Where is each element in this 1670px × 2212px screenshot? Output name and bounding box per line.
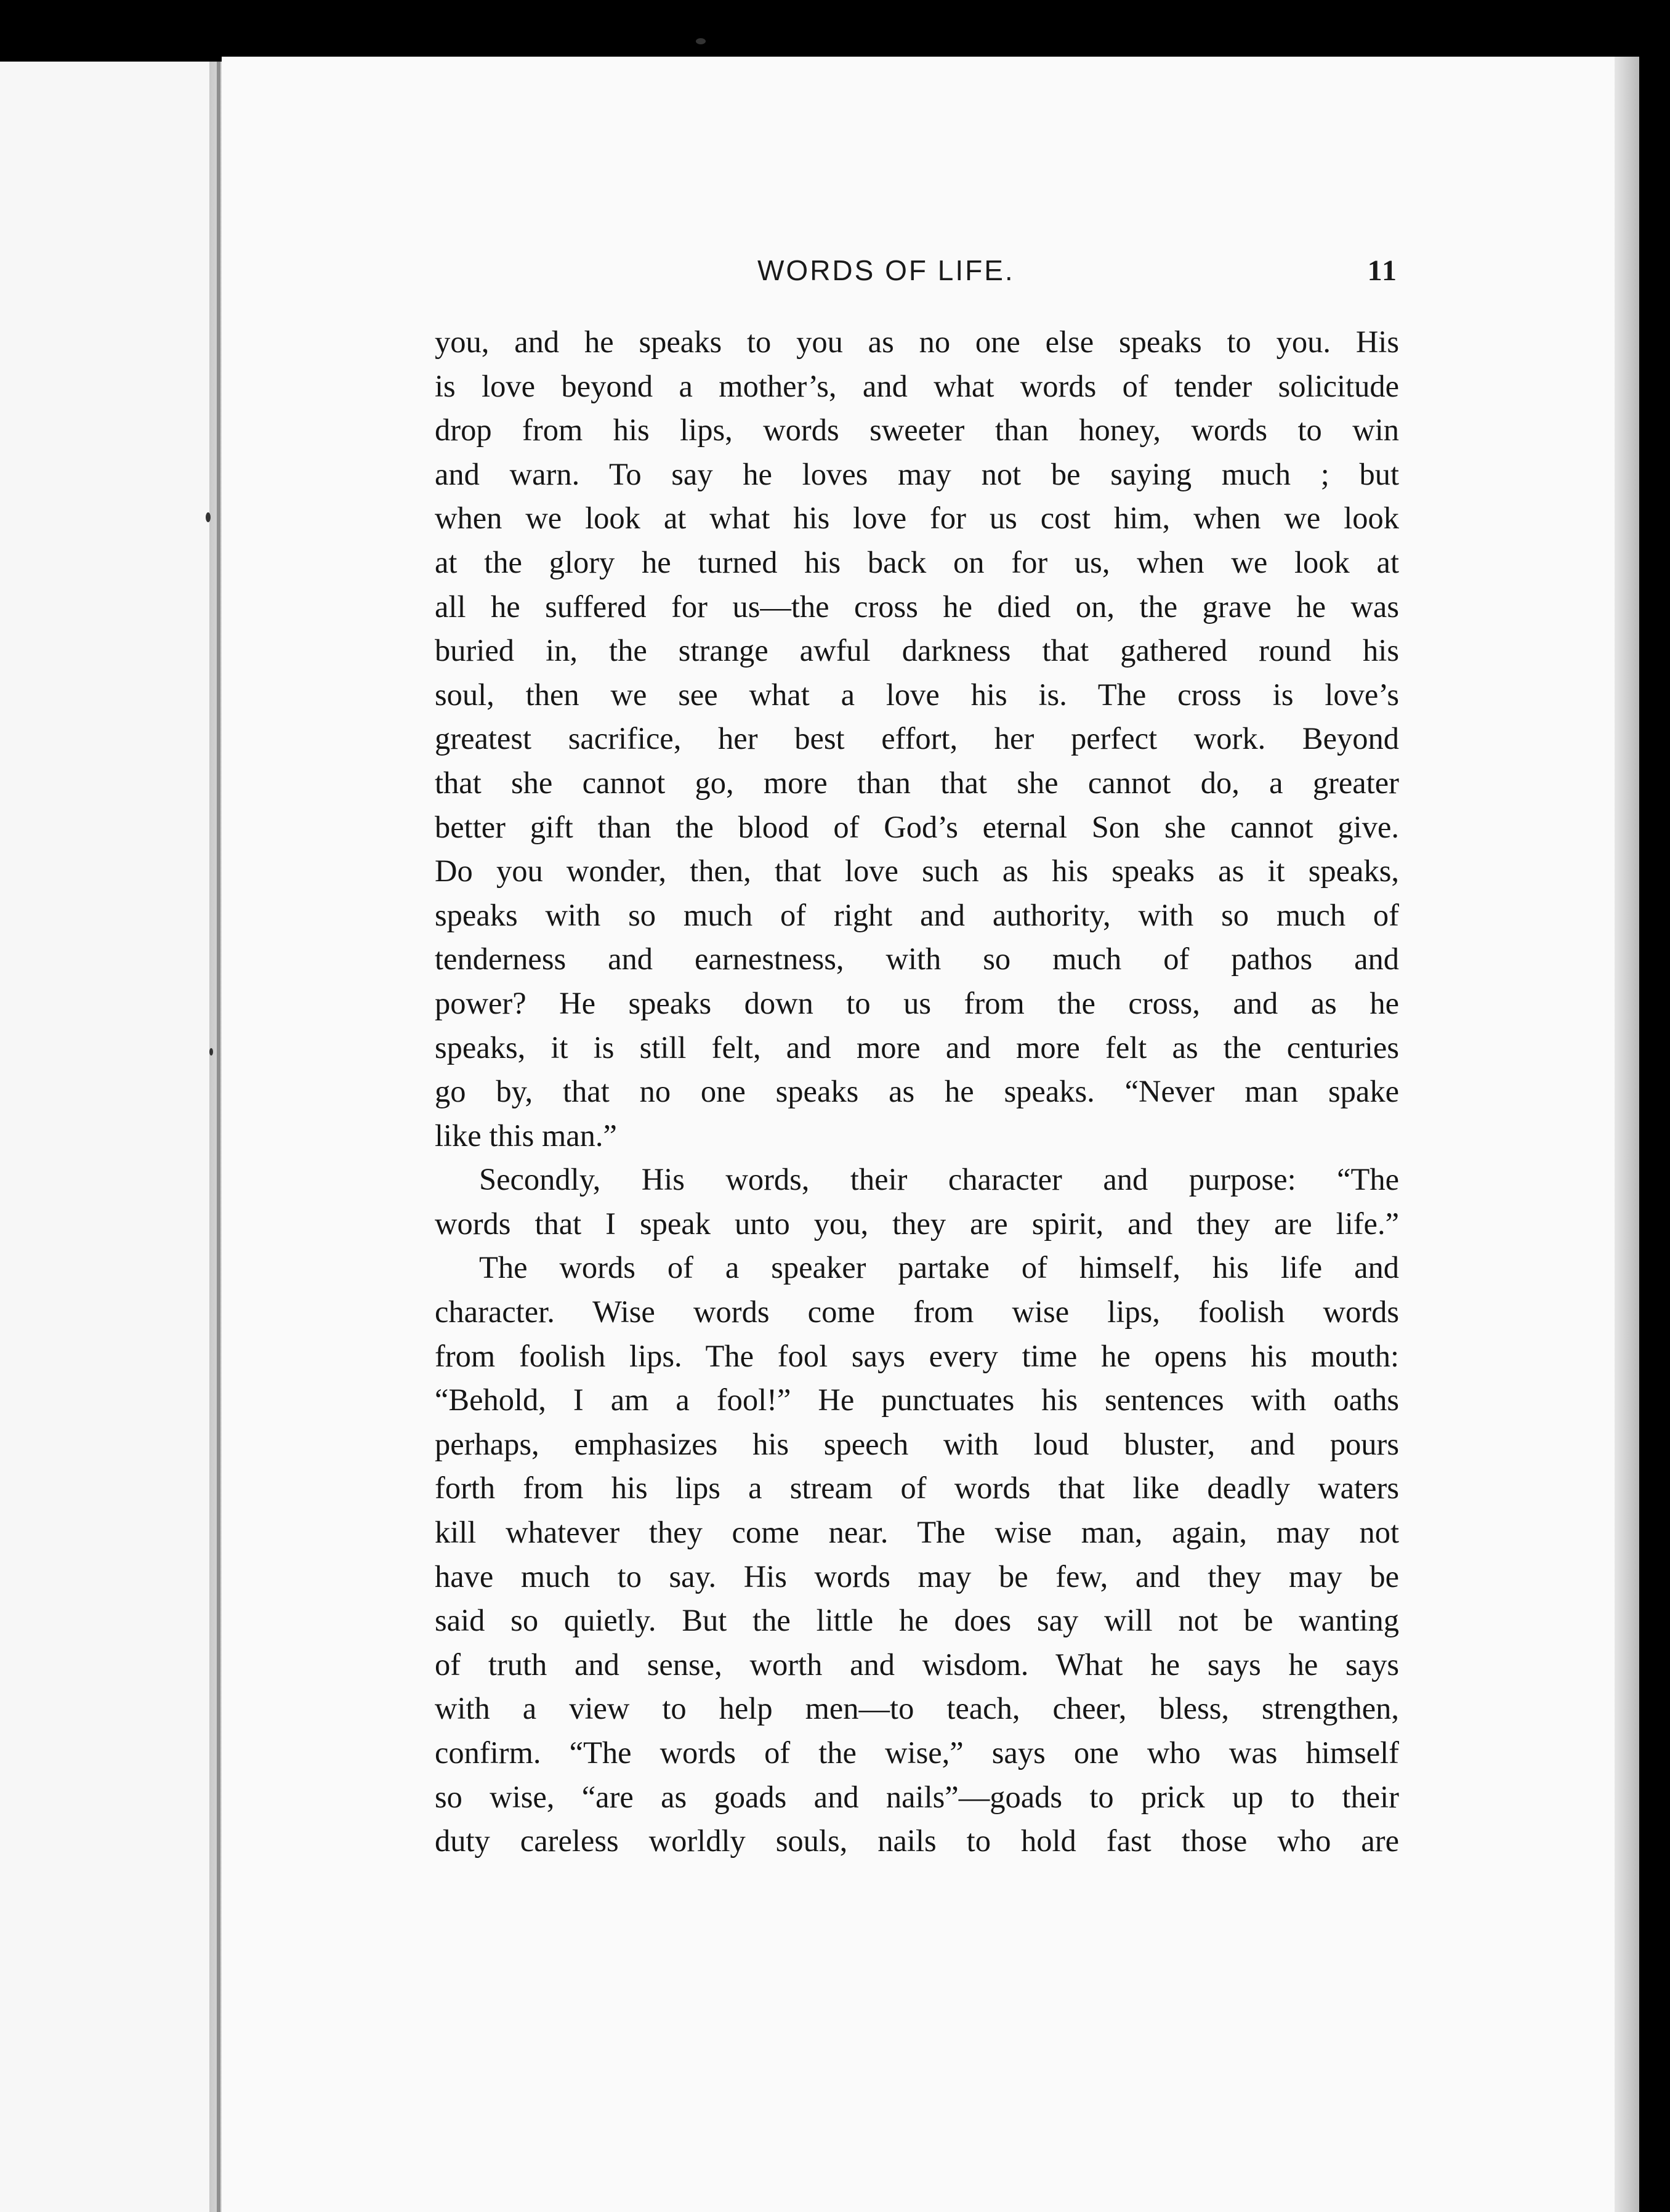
- page-number: 11: [1367, 254, 1398, 287]
- text-line: is love beyond a mother’s, and what words of tender solicitude: [435, 368, 1399, 403]
- text-line: have much to say. His words may be few, and they may be: [435, 1559, 1399, 1594]
- text-line: buried in, the strange awful darkness that gathered round his: [435, 633, 1399, 668]
- text-line: words that I speak unto you, they are spirit, and they are life.”: [435, 1206, 1399, 1241]
- text-line: go by, that no one speaks as he speaks. “Never man spake: [435, 1074, 1399, 1109]
- body-text: [435, 320, 1399, 1863]
- text-line: drop from his lips, words sweeter than honey, words to win: [435, 413, 1399, 448]
- text-line: from foolish lips. The fool says every time he opens his mouth:: [435, 1338, 1399, 1373]
- text-line: character. Wise words come from wise lips, foolish words: [435, 1294, 1399, 1330]
- text-line: with a view to help men—to teach, cheer, bless, strengthen,: [435, 1691, 1399, 1726]
- text-line: said so quietly. But the little he does say will not be wanting: [435, 1603, 1399, 1638]
- scan-speck: [206, 512, 211, 522]
- text-line: at the glory he turned his back on for us, when we look at: [435, 544, 1399, 579]
- text-line: tenderness and earnestness, with so much of pathos and: [435, 942, 1399, 977]
- text-line: Do you wonder, then, that love such as his speaks as it speaks,: [435, 854, 1399, 889]
- text-line: and warn. To say he loves may not be saying much ; but: [435, 456, 1399, 491]
- text-line: power? He speaks down to us from the cross, and as he: [435, 985, 1399, 1020]
- text-line: confirm. “The words of the wise,” says one who was himself: [435, 1735, 1399, 1770]
- scan-speck: [696, 38, 706, 44]
- text-line: “Behold, I am a fool!” He punctuates his sentences with oaths: [435, 1383, 1399, 1418]
- text-line: perhaps, emphasizes his speech with loud bluster, and pours: [435, 1426, 1399, 1461]
- scan-speck: [209, 1048, 213, 1056]
- running-title: WORDS OF LIFE.: [757, 254, 1015, 286]
- text-line: better gift than the blood of God’s eternal Son she cannot give.: [435, 809, 1399, 844]
- text-line: The words of a speaker partake of himself, his life and: [479, 1250, 1399, 1285]
- text-line: forth from his lips a stream of words that like deadly waters: [435, 1471, 1399, 1506]
- text-line: Secondly, His words, their character and purpose: “The: [479, 1162, 1399, 1197]
- text-line: duty careless worldly souls, nails to hold fast those who are: [435, 1823, 1399, 1859]
- text-line: that she cannot go, more than that she cannot do, a greater: [435, 765, 1399, 800]
- text-line: like this man.”: [435, 1118, 617, 1153]
- text-line: soul, then we see what a love his is. The cross is love’s: [435, 677, 1399, 712]
- text-line: of truth and sense, worth and wisdom. What he says he says: [435, 1647, 1399, 1682]
- running-header: [431, 254, 1398, 297]
- text-line: speaks, it is still felt, and more and more felt as the centuries: [435, 1030, 1399, 1065]
- text-line: all he suffered for us—the cross he died on, the grave he was: [435, 589, 1399, 624]
- spine-shadow: [217, 62, 220, 2212]
- text-line: you, and he speaks to you as no one else speaks to you. His: [435, 325, 1399, 359]
- text-line: kill whatever they come near. The wise man, again, may not: [435, 1515, 1399, 1550]
- text-line: so wise, “are as goads and nails”—goads to prick up to their: [435, 1779, 1399, 1814]
- text-line: when we look at what his love for us cost him, when we look: [435, 501, 1399, 536]
- text-line: speaks with so much of right and authority, with so much of: [435, 897, 1399, 932]
- text-line: greatest sacrifice, her best effort, her perfect work. Beyond: [435, 721, 1399, 756]
- left-page-edge: [0, 62, 223, 2212]
- right-page-edge: [1615, 57, 1639, 2212]
